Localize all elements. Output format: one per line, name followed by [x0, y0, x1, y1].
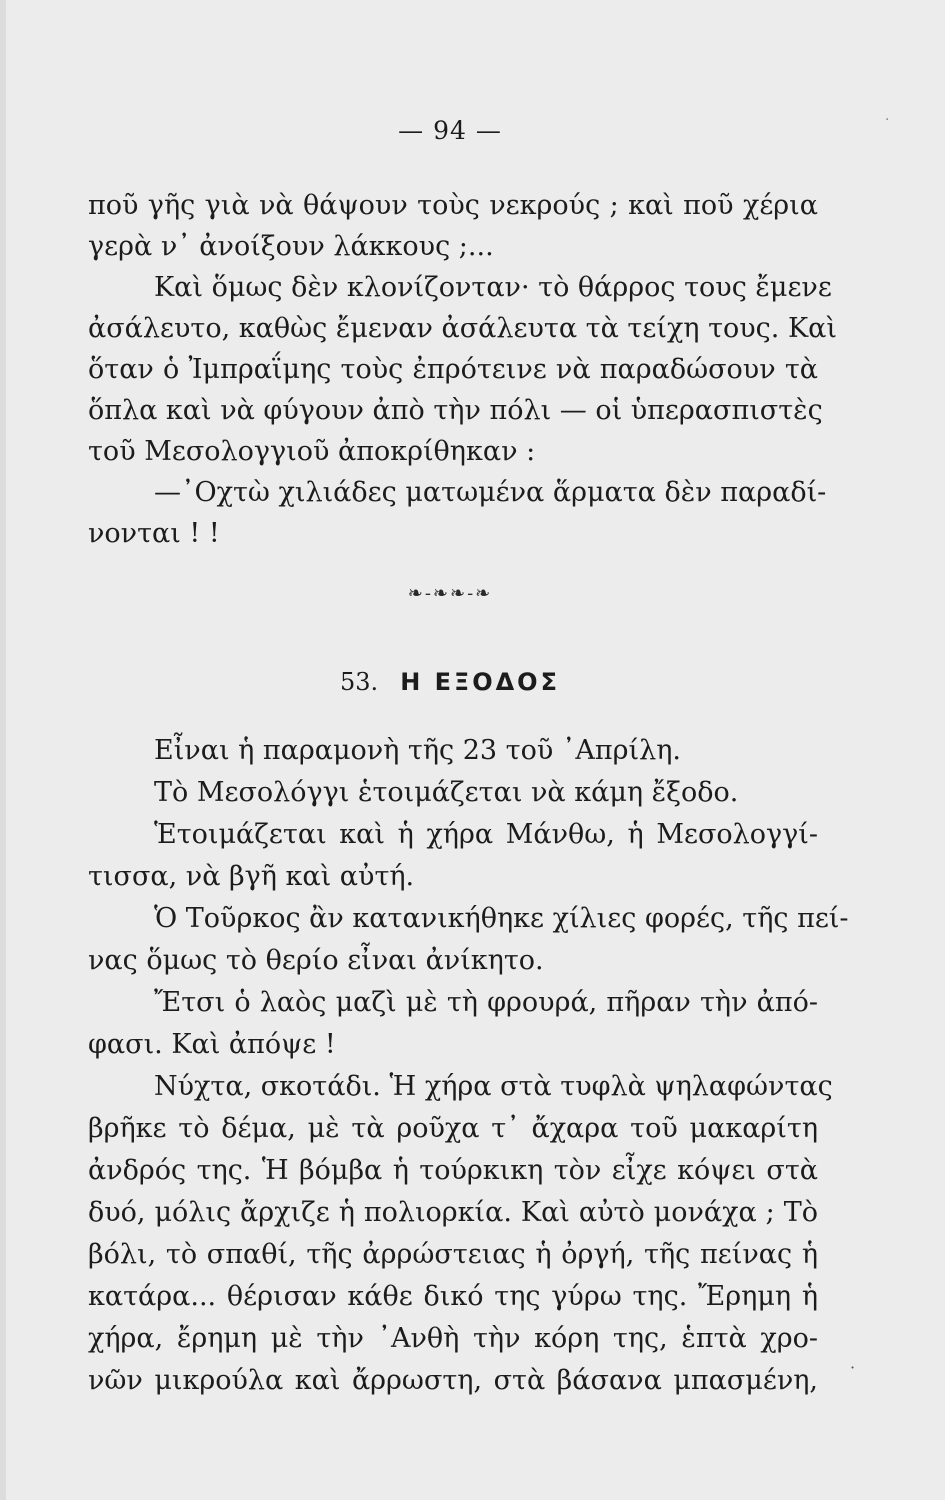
text-line: τοῦ Μεσολογγιοῦ ἀποκρίθηκαν : [88, 436, 536, 467]
text-line: ἀνδρός της. Ἡ βόμβα ἡ τούρκικη τὸν εἶχε κόψει στὰ [88, 1155, 818, 1186]
text-line: γερὰ ν᾽ ἀνοίξουν λάκκους ;... [88, 231, 494, 262]
section-number: 53. [340, 668, 379, 696]
text-line: τισσα, νὰ βγῆ καὶ αὐτή. [88, 861, 415, 892]
text-line: Νύχτα, σκοτάδι. Ἡ χήρα στὰ τυφλὰ ψηλαφώντας [154, 1071, 833, 1102]
text-line: —᾽Οχτὼ χιλιάδες ματωμένα ἅρματα δὲν παραδί- [154, 477, 827, 508]
text-line: Ὁ Τοῦρκος ἂν κατανικήθηκε χίλιες φορές, τῆς πεί- [154, 903, 849, 934]
text-line: βόλι, τὸ σπαθί, τῆς ἀρρώστειας ἡ ὀργή, τῆς πείνας ἡ [88, 1239, 818, 1270]
text-line: Τὸ Μεσολόγγι ἑτοιμάζεται νὰ κάμη ἔξοδο. [154, 777, 739, 808]
text-line: Ἔτσι ὁ λαὸς μαζὶ μὲ τὴ φρουρά, πῆραν τὴν ἀπό- [154, 987, 818, 1018]
text-line: ὅπλα καὶ νὰ φύγουν ἀπὸ τὴν πόλι — οἱ ὑπερασπιστὲς [88, 395, 823, 426]
text-line: Εἶναι ἡ παραμονὴ τῆς 23 τοῦ ᾽Απρίλη. [154, 735, 681, 766]
text-line: Καὶ ὅμως δὲν κλονίζονταν· τὸ θάρρος τους ἔμενε [154, 272, 832, 303]
section-heading [0, 662, 900, 702]
text-line: ὅταν ὁ Ἰμπραΐμης τοὺς ἐπρότεινε νὰ παραδώσουν τὰ [88, 354, 818, 385]
section-title: Η ΕΞΟΔΟΣ [400, 668, 560, 696]
text-line: χήρα, ἔρημη μὲ τὴν ᾽Ανθὴ τὴν κόρη της, ἑπτὰ χρο- [88, 1323, 818, 1354]
text-line: δυό, μόλις ἄρχιζε ἡ πολιορκία. Καὶ αὐτὸ μονάχα ; Τὸ [88, 1197, 818, 1228]
scan-speck: · [885, 112, 890, 128]
text-line: Ἑτοιμάζεται καὶ ἡ χήρα Μάνθω, ἡ Μεσολογγί- [154, 819, 818, 850]
text-line: ποῦ γῆς γιὰ νὰ θάψουν τοὺς νεκρούς ; καὶ ποῦ χέρια [88, 190, 818, 221]
scan-speck: · [850, 1358, 856, 1377]
text-line: φασι. Καὶ ἀπόψε ! [88, 1029, 336, 1060]
text-line: νονται ! ! [88, 518, 220, 549]
text-line: ἀσάλευτο, καθὼς ἔμεναν ἀσάλευτα τὰ τείχη τους. Καὶ [88, 313, 837, 344]
text-line: κατάρα... θέρισαν κάθε δικό της γύρω της. Ἔρημη ἡ [88, 1281, 818, 1312]
page-number: — 94 — [398, 116, 502, 145]
section-divider-ornament: ❧-❧❧-❧ [407, 583, 493, 604]
text-line: βρῆκε τὸ δέμα, μὲ τὰ ροῦχα τ᾽ ἄχαρα τοῦ μακαρίτη [88, 1113, 818, 1144]
text-line: νας ὅμως τὸ θερίο εἶναι ἀνίκητο. [88, 945, 544, 976]
text-line: νῶν μικρούλα καὶ ἄρρωστη, στὰ βάσανα μπασμένη, [88, 1365, 818, 1396]
